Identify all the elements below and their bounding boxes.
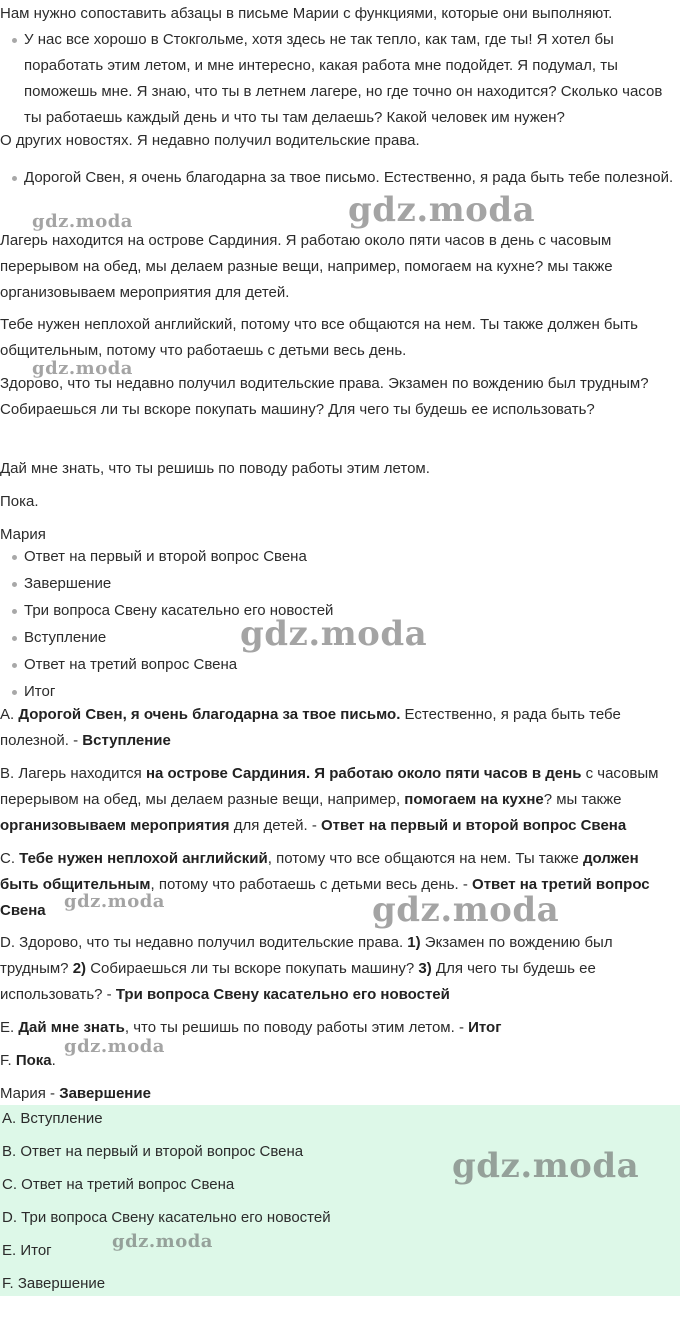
watermark-logo: gdz.moda (452, 1146, 640, 1186)
function-item: Завершение (0, 571, 674, 597)
letter-paragraph-7: Дай мне знать, что ты решишь по поводу работы этим летом. (0, 460, 430, 477)
answer-row: C. Ответ на третий вопрос Свена (2, 1176, 235, 1193)
analysis-g: Мария - Завершение (0, 1085, 151, 1102)
watermark-logo: gdz.moda (64, 1036, 165, 1057)
analysis-f: F. Пока. (0, 1052, 56, 1069)
letter-paragraph-8: Пока. (0, 493, 39, 510)
function-item: Ответ на первый и второй вопрос Свена (0, 544, 674, 570)
watermark-logo: gdz.moda (32, 211, 133, 232)
letter-paragraph-4: Лагерь находится на острове Сардиния. Я работаю около пяти часов в день с часовым перерывом на обед, мы делаем разные вещи, например, помогаем на кухне? мы также организовываем мероприятия для детей. (0, 232, 613, 301)
analysis-a: A. Дорогой Свен, я очень благодарна за твое письмо. Естественно, я рада быть тебе полезной. - Вступление (0, 706, 621, 749)
answer-row: A. Вступление (2, 1110, 103, 1127)
answer-box (0, 1105, 680, 1296)
task-intro: Нам нужно сопоставить абзацы в письме Марии с функциями, которые они выполняют. (0, 5, 613, 22)
watermark-logo: gdz.moda (240, 614, 428, 654)
letter-paragraph-5: Тебе нужен неплохой английский, потому что все общаются на нем. Ты также должен быть общительным, потому что работаешь с детьми весь день. (0, 316, 638, 359)
watermark-logo: gdz.moda (32, 358, 133, 379)
analysis-b: B. Лагерь находится на острове Сардиния. Я работаю около пяти часов в день с часовым перерывом на обед, мы делаем разные вещи, например, помогаем на кухне? мы также организовываем мероприятия для детей. - Ответ на первый и второй вопрос Свена (0, 765, 659, 834)
analysis-e: E. Дай мне знать, что ты решишь по поводу работы этим летом. - Итог (0, 1019, 502, 1036)
watermark-logo: gdz.moda (64, 891, 165, 912)
watermark-logo: gdz.moda (348, 190, 536, 230)
function-item: Итог (0, 679, 674, 705)
answer-row: D. Три вопроса Свену касательно его новостей (2, 1209, 331, 1226)
letter-signature: Мария (0, 526, 46, 543)
letter-paragraph-6: Здорово, что ты недавно получил водительские права. Экзамен по вождению был трудным? Собираешься ли ты вскоре покупать машину? Для чего ты будешь ее использовать? (0, 375, 649, 418)
answer-row: B. Ответ на первый и второй вопрос Свена (2, 1143, 304, 1160)
answer-row: F. Завершение (2, 1275, 106, 1292)
analysis-d: D. Здорово, что ты недавно получил водительские права. 1) Экзамен по вождению был трудным? 2) Собираешься ли ты вскоре покупать машину? 3) Для чего ты будешь ее использовать? - Три вопроса Свену касательно его новостей (0, 934, 613, 1003)
watermark-logo: gdz.moda (112, 1231, 213, 1252)
function-item: Ответ на третий вопрос Свена (0, 652, 674, 678)
analysis-c: C. Тебе нужен неплохой английский, потому что все общаются на нем. Ты также должен быть общительным, потому что работаешь с детьми весь день. - Ответ на третий вопрос Свена (0, 850, 650, 919)
letter-paragraph-1: У нас все хорошо в Стокгольме, хотя здесь не так тепло, как там, где ты! Я хотел бы поработать этим летом, и мне интересно, какая работа мне подойдет. Я подумал, ты поможешь мне. Я знаю, что ты в летнем лагере, но где точно он находится? Сколько часов ты работаешь каждый день и что ты там делаешь? Какой человек им нужен? (0, 27, 674, 131)
function-item: Три вопроса Свену касательно его новостей (0, 598, 674, 624)
watermark-logo: gdz.moda (372, 890, 560, 930)
letter-paragraph-3: Дорогой Свен, я очень благодарна за твое письмо. Естественно, я рада быть тебе полезной. (0, 165, 674, 191)
answer-row: E. Итог (2, 1242, 52, 1259)
function-item: Вступление (0, 625, 674, 651)
letter-paragraph-2: О других новостях. Я недавно получил водительские права. (0, 132, 420, 149)
